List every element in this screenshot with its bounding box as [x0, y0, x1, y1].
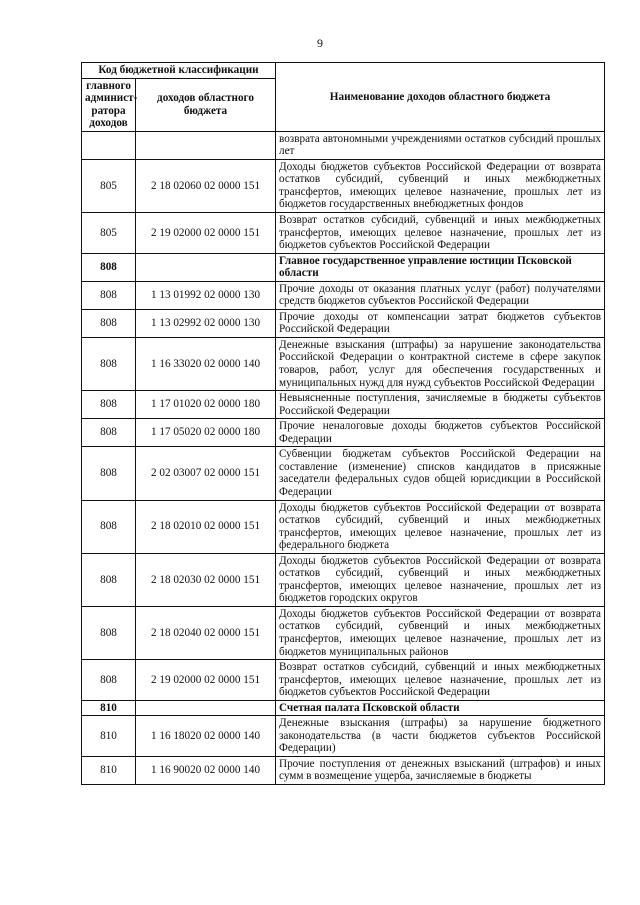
admin-code-cell: 808 — [82, 660, 136, 701]
admin-code-cell: 808 — [82, 419, 136, 447]
revenue-name-cell: Доходы бюджетов субъектов Российской Федерации от возврата остатков субсидий, субвенций и иных межбюджетных трансфертов, имеющих целевое назначение, прошлых лет из бюджетов городских округов — [276, 553, 605, 606]
budget-code-cell: 2 18 02010 02 0000 151 — [136, 500, 276, 553]
section-row — [82, 253, 605, 281]
admin-code-cell: 810 — [82, 700, 136, 716]
revenue-name-cell: Счетная палата Псковской области — [276, 700, 605, 716]
table-row — [82, 756, 605, 784]
header-budget-classification-code: Код бюджетной классификации — [82, 63, 276, 79]
revenue-name-cell: Денежные взыскания (штрафы) за нарушение законодательства Российской Федерации о контрактной системе в сфере закупок товаров, работ, услуг для обеспечения государственных и муниципальных нужд для нужд субъектов Российской Федерации — [276, 337, 605, 390]
table-row — [82, 716, 605, 757]
revenue-name-cell: Прочие доходы от оказания платных услуг (работ) получателями средств бюджетов субъектов Российской Федерации — [276, 281, 605, 309]
table-row — [82, 213, 605, 254]
budget-code-cell: 2 18 02030 02 0000 151 — [136, 553, 276, 606]
revenue-name-cell: Главное государственное управление юстиции Псковской области — [276, 253, 605, 281]
table-row — [82, 606, 605, 659]
budget-code-cell: 1 13 02992 02 0000 130 — [136, 309, 276, 337]
revenue-name-cell: Невыясненные поступления, зачисляемые в бюджеты субъектов Российской Федерации — [276, 391, 605, 419]
header-regional-budget-revenue: доходов областного бюджета — [136, 78, 276, 131]
admin-code-cell: 808 — [82, 337, 136, 390]
page-number: 9 — [317, 36, 323, 50]
table-body — [82, 131, 605, 784]
revenue-name-cell: Возврат остатков субсидий, субвенций и иных межбюджетных трансфертов, имеющих целевое назначение, прошлых лет из бюджетов субъектов Российской Федерации — [276, 660, 605, 701]
revenue-name-cell: Прочие поступления от денежных взысканий (штрафов) и иных сумм в возмещение ущерба, зачисляемые в бюджеты — [276, 756, 605, 784]
revenue-name-cell: Доходы бюджетов субъектов Российской Федерации от возврата остатков субсидий, субвенций и иных межбюджетных трансфертов, имеющих целевое назначение, прошлых лет из федерального бюджета — [276, 500, 605, 553]
admin-code-cell: 810 — [82, 756, 136, 784]
table-row — [82, 660, 605, 701]
revenue-name-cell: Субвенции бюджетам субъектов Российской Федерации на составление (изменение) списков кандидатов в присяжные заседатели федеральных судов общей юрисдикции в Российской Федерации — [276, 447, 605, 500]
budget-code-cell: 1 13 01992 02 0000 130 — [136, 281, 276, 309]
revenue-name-cell: Прочие доходы от компенсации затрат бюджетов субъектов Российской Федерации — [276, 309, 605, 337]
budget-classification-table — [81, 62, 605, 785]
revenue-name-cell: Прочие неналоговые доходы бюджетов субъектов Российской Федерации — [276, 419, 605, 447]
budget-code-cell: 1 17 05020 02 0000 180 — [136, 419, 276, 447]
admin-code-cell: 808 — [82, 500, 136, 553]
revenue-name-cell: Денежные взыскания (штрафы) за нарушение бюджетного законодательства (в части бюджетов субъектов Российской Федерации) — [276, 716, 605, 757]
admin-code-cell: 808 — [82, 281, 136, 309]
header-revenue-name: Наименование доходов областного бюджета — [276, 63, 605, 132]
admin-code-cell — [82, 131, 136, 159]
table-row — [82, 391, 605, 419]
table-row — [82, 553, 605, 606]
admin-code-cell: 805 — [82, 213, 136, 254]
table-row — [82, 309, 605, 337]
admin-code-cell: 808 — [82, 553, 136, 606]
admin-code-cell: 808 — [82, 606, 136, 659]
admin-code-cell: 810 — [82, 716, 136, 757]
budget-code-cell — [136, 700, 276, 716]
budget-code-cell — [136, 131, 276, 159]
budget-code-cell — [136, 253, 276, 281]
admin-code-cell: 808 — [82, 391, 136, 419]
budget-code-cell: 2 19 02000 02 0000 151 — [136, 660, 276, 701]
table-row — [82, 500, 605, 553]
budget-code-cell: 2 18 02060 02 0000 151 — [136, 159, 276, 212]
admin-code-cell: 808 — [82, 309, 136, 337]
table-row — [82, 419, 605, 447]
revenue-name-cell: Доходы бюджетов субъектов Российской Федерации от возврата остатков субсидий, субвенций и иных межбюджетных трансфертов, имеющих целевое назначение, прошлых лет из бюджетов государственных внебюджетных фондов — [276, 159, 605, 212]
admin-code-cell: 808 — [82, 253, 136, 281]
budget-code-cell: 2 19 02000 02 0000 151 — [136, 213, 276, 254]
budget-code-cell: 2 18 02040 02 0000 151 — [136, 606, 276, 659]
table-row — [82, 281, 605, 309]
budget-code-cell: 1 16 33020 02 0000 140 — [136, 337, 276, 390]
budget-code-cell: 2 02 03007 02 0000 151 — [136, 447, 276, 500]
table-row — [82, 337, 605, 390]
table-row — [82, 131, 605, 159]
budget-code-cell: 1 16 90020 02 0000 140 — [136, 756, 276, 784]
admin-code-cell: 808 — [82, 447, 136, 500]
header-chief-administrator: главного админист-ратора доходов — [82, 78, 136, 131]
budget-code-cell: 1 17 01020 02 0000 180 — [136, 391, 276, 419]
section-row — [82, 700, 605, 716]
revenue-name-cell: Возврат остатков субсидий, субвенций и иных межбюджетных трансфертов, имеющих целевое назначение, прошлых лет из бюджетов субъектов Российской Федерации — [276, 213, 605, 254]
table-row — [82, 159, 605, 212]
table-row — [82, 447, 605, 500]
revenue-name-cell: возврата автономными учреждениями остатков субсидий прошлых лет — [276, 131, 605, 159]
budget-code-cell: 1 16 18020 02 0000 140 — [136, 716, 276, 757]
revenue-name-cell: Доходы бюджетов субъектов Российской Федерации от возврата остатков субсидий, субвенций и иных межбюджетных трансфертов, имеющих целевое назначение, прошлых лет из бюджетов муниципальных районов — [276, 606, 605, 659]
admin-code-cell: 805 — [82, 159, 136, 212]
